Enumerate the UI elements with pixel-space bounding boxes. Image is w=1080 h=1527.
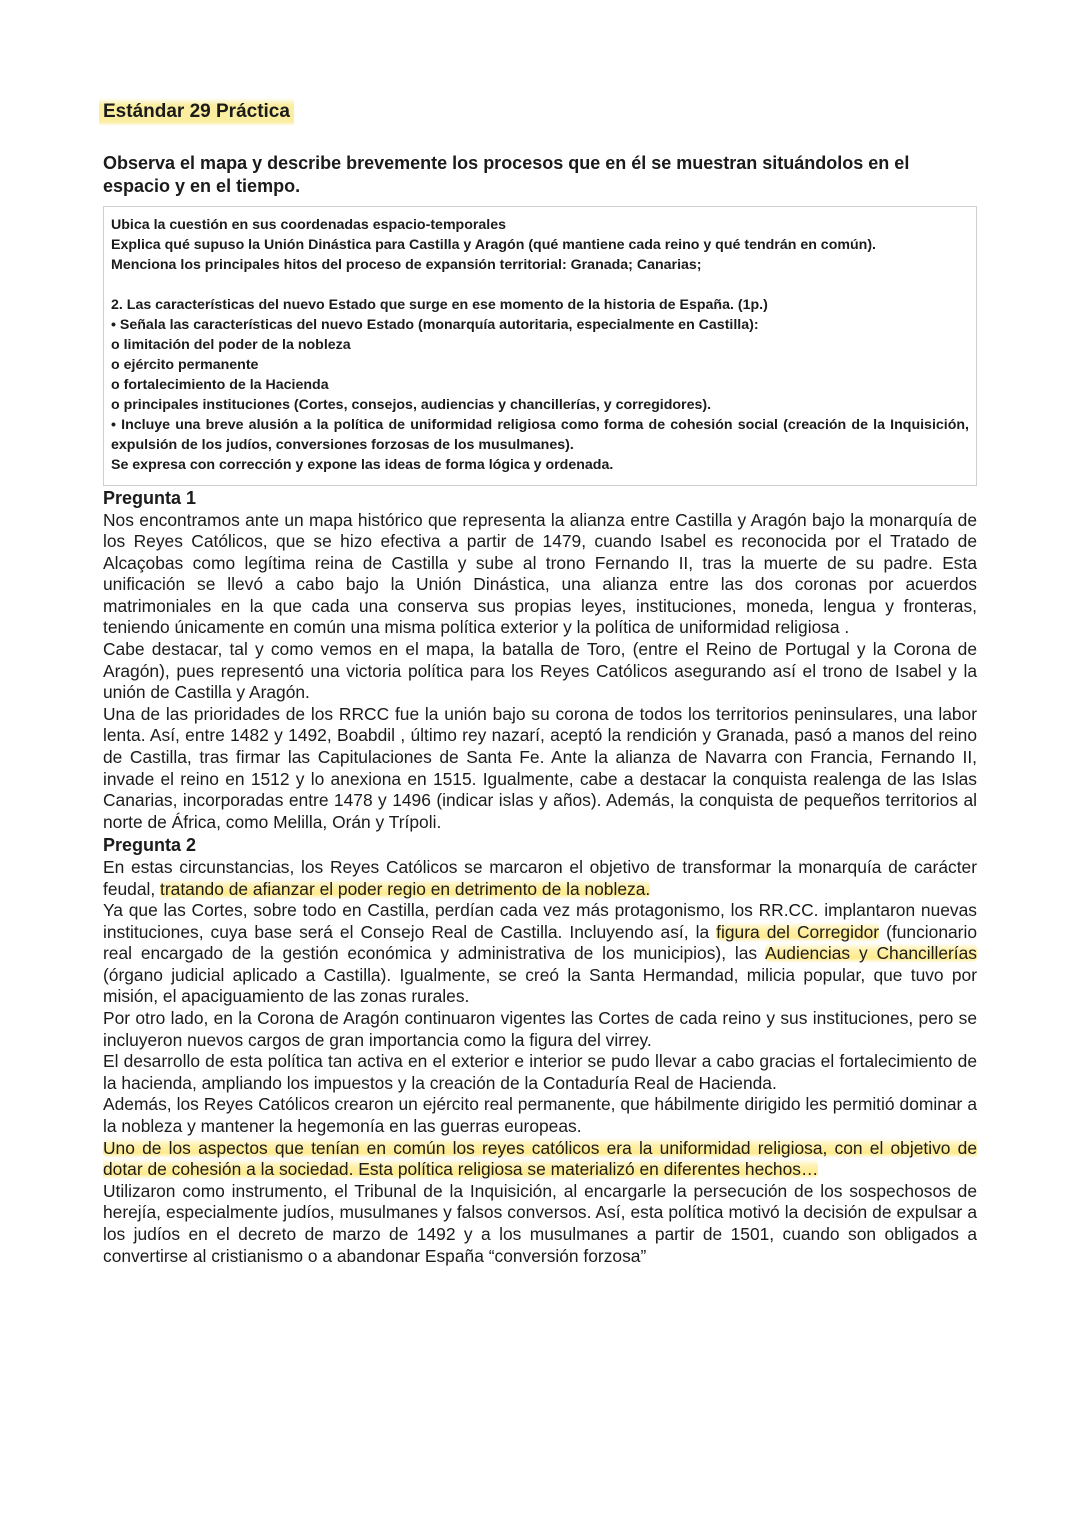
answer-paragraph [103, 1138, 977, 1181]
question-1-title: Pregunta 1 [103, 488, 197, 508]
standard-title: Estándar 29 Práctica [99, 98, 294, 126]
rubric-bullet: • Incluye una breve alusión a la política de uniformidad religiosa como forma de cohesión social (creación de la Inquisición, expulsión de los judíos, conversiones forzosas de los musulmanes). [111, 417, 969, 453]
answer-paragraph: Además, los Reyes Católicos crearon un ejército real permanente, que hábilmente dirigido les permitió dominar a la nobleza y mantener la hegemonía en las guerras europeas. [103, 1094, 977, 1137]
question-2-title: Pregunta 2 [103, 835, 197, 856]
text-run: Ya que las Cortes, sobre todo en Castilla, perdían cada vez más protagonismo, los RR.CC. implantaron nuevas instituciones, cuya base será el Consejo Real de Castilla. Incluyendo así, la [103, 900, 977, 942]
answer-paragraph: Por otro lado, en la Corona de Aragón continuaron vigentes las Cortes de cada reino y sus instituciones, pero se incluyeron nuevos cargos de gran importancia como la figura del virrey. [103, 1008, 977, 1050]
rubric-line: Menciona los principales hitos del proceso de expansión territorial: Granada; Canarias; [111, 257, 702, 273]
rubric-box [103, 206, 977, 486]
rubric-section2-title: 2. Las características del nuevo Estado que surge en ese momento de la historia de España. (1p.) [111, 297, 768, 313]
answer-paragraph: Una de las prioridades de los RRCC fue la unión bajo su corona de todos los territorios peninsulares, una labor lenta. Así, entre 1482 y 1492, Boabdil , último rey nazarí, aceptó la rendición y Granada, pasó a manos del reino de Castilla, tras firmar las Capitulaciones de Santa Fe. Ante la alianza de Navarra con Francia, Fernando II, invade el reino en 1512 y lo anexiona en 1515. Igualmente, cabe a destacar la conquista realenga de las Islas Canarias, incorporadas entre 1478 y 1496 (indicar islas y años). Además, la conquista de pequeños territorios al norte de África, como Melilla, Orán y Trípoli. [103, 703, 977, 832]
answer-paragraph: Nos encontramos ante un mapa histórico que representa la alianza entre Castilla y Aragón bajo la monarquía de los Reyes Católicos, que se hizo efectiva a partir de 1479, cuando Isabel es reconocida por el Tratado de Alcaçobas como legítima reina de Castilla y sube al trono Fernando II, tras la muerte de su padre. Esta unificación se llevó a cabo bajo la Unión Dinástica, una alianza entre las dos coronas por acuerdos matrimoniales en la que cada una conserva sus propias leyes, instituciones, moneda, lengua y fronteras, teniendo únicamente en común una misma política exterior y la política de uniformidad religiosa . [103, 509, 977, 638]
text-run: (funcionario real encargado de la gestión económica y administrativa de los municipios), las [103, 921, 978, 964]
rubric-line: Explica qué supuso la Unión Dinástica para Castilla y Aragón (qué mantiene cada reino y qué tendrán en común). [111, 237, 876, 253]
answer-paragraph: Cabe destacar, tal y como vemos en el mapa, la batalla de Toro, (entre el Reino de Portugal y la Corona de Aragón), pues representó una victoria política para los Reyes Católicos asegurando así el trono de Isabel y la unión de Castilla y Aragón. [103, 639, 977, 703]
rubric-sub-item: o limitación del poder de la nobleza [111, 337, 351, 353]
document-page [103, 98, 977, 1267]
highlighted-text: Audiencias y Chancillerías [765, 943, 978, 964]
instruction-heading: Observa el mapa y describe brevemente los procesos que en él se muestran situándolos en el espacio y en el tiempo. [103, 153, 910, 196]
highlighted-text: tratando de afianzar el poder regio en detrimento de la nobleza. [160, 878, 651, 899]
answer-paragraph: El desarrollo de esta política tan activa en el exterior e interior se pudo llevar a cabo gracias el fortalecimiento de la hacienda, ampliando los impuestos y la creación de la Contaduría Real de Hacienda. [103, 1051, 977, 1093]
highlighted-text: Uno de los aspectos que tenían en común los reyes católicos era la uniformidad religiosa, con el objetivo de dotar de cohesión a la sociedad. Esta política religiosa se materializó en diferentes hechos… [103, 1137, 977, 1180]
rubric-sub-item: o principales instituciones (Cortes, consejos, audiencias y chancillerías, y corregidores). [111, 397, 712, 413]
answer-paragraph: Utilizaron como instrumento, el Tribunal de la Inquisición, al encargarle la persecución de los sospechosos de herejía, especialmente judíos, musulmanes y falsos conversos. Así, esta política motivó la decisión de expulsar a los judíos en el decreto de marzo de 1492 y a los musulmanes a partir de 1501, cuando son obligados a convertirse al cristianismo o a abandonar España “conversión forzosa” [103, 1180, 977, 1266]
answer-paragraph [103, 900, 977, 1008]
rubric-sub-item: o fortalecimiento de la Hacienda [111, 377, 329, 393]
rubric-bullet: • Señala las características del nuevo Estado (monarquía autoritaria, especialmente en Castilla): [111, 317, 759, 333]
rubric-line: Ubica la cuestión en sus coordenadas espacio-temporales [111, 217, 507, 233]
rubric-closing: Se expresa con corrección y expone las ideas de forma lógica y ordenada. [111, 457, 614, 473]
answer-paragraph [103, 857, 977, 900]
rubric-spacer [111, 275, 969, 295]
text-run: En estas circunstancias, los Reyes Católicos se marcaron el objetivo de transformar la monarquía de carácter feudal, [103, 856, 977, 899]
text-run: (órgano judicial aplicado a Castilla). Igualmente, se creó la Santa Hermandad, milicia popular, que tuvo por misión, el apaciguamiento de las zonas rurales. [103, 964, 977, 1007]
highlighted-text: figura del Corregidor [716, 921, 880, 942]
rubric-sub-item: o ejército permanente [111, 357, 259, 373]
